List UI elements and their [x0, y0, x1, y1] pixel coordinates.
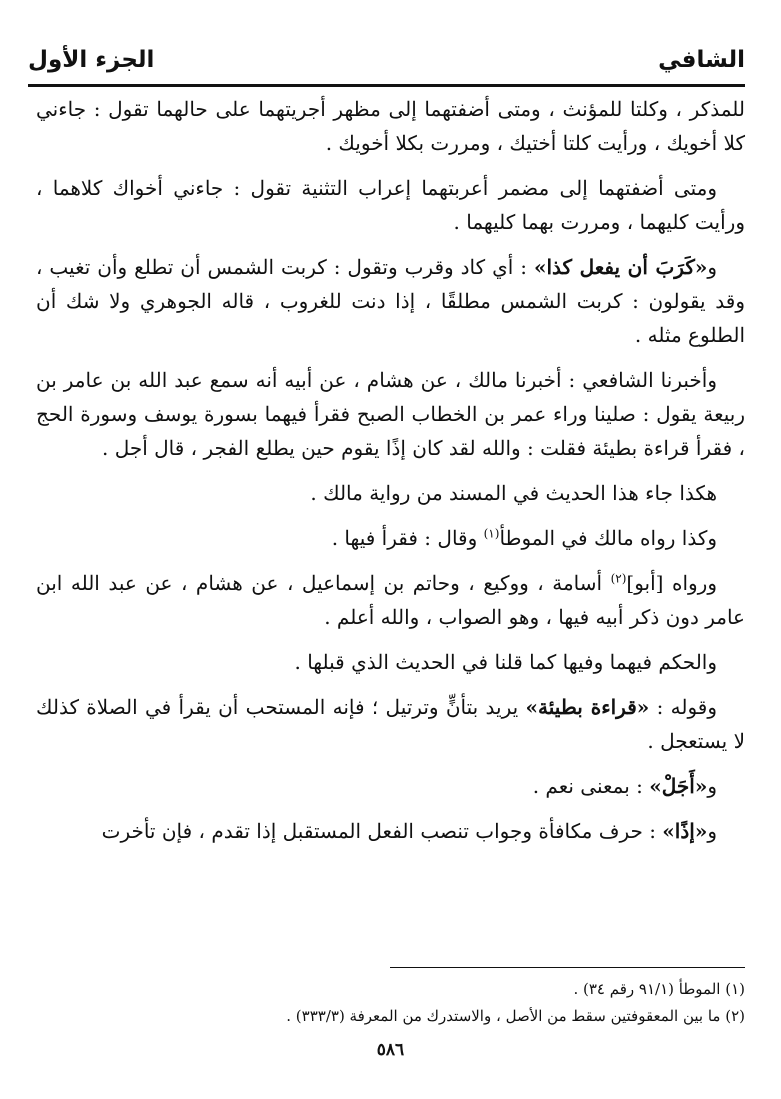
- paragraph: [36, 363, 745, 465]
- text-run: والحكم فيهما وفيها كما قلنا في الحديث الذي قبلها .: [294, 650, 717, 674]
- paragraph: [36, 566, 745, 634]
- highlighted-term: «أَجَلْ»: [649, 774, 708, 798]
- text-run: وقوله :: [649, 695, 717, 719]
- text-run: : بمعنى نعم .: [532, 774, 650, 798]
- paragraph: [36, 92, 745, 160]
- highlighted-term: «قراءة بطيئة»: [525, 695, 650, 719]
- text-run: هكذا جاء هذا الحديث في المسند من رواية مالك .: [310, 481, 717, 505]
- text-run: و: [707, 774, 717, 798]
- text-run: : أي كاد وقرب وتقول : كربت الشمس أن تطلع وأن تغيب ، وقد يقولون : كربت الشمس مطلقًا ، إذا دنت للغروب ، قاله الجوهري ولا شك أن الطلوع مثله .: [36, 255, 745, 347]
- paragraph: [36, 171, 745, 239]
- paragraph: [36, 690, 745, 758]
- paragraph: [36, 645, 745, 679]
- footnote-1: (١) الموطأ (٩١/١ رقم ٣٤) .: [573, 980, 745, 998]
- text-run: أسامة ، ووكيع ، وحاتم بن إسماعيل ، عن هشام ، عن عبد الله ابن عامر دون ذكر أبيه فيها ، وهو الصواب ، والله أعلم .: [36, 571, 745, 629]
- paragraph: [36, 476, 745, 510]
- paragraph: [36, 250, 745, 352]
- paragraph: [36, 521, 745, 555]
- footnote-rule: [390, 967, 745, 968]
- main-text: [36, 92, 745, 859]
- highlighted-term: «إذًا»: [662, 819, 708, 843]
- text-run: وقال : فقرأ فيها .: [331, 526, 484, 550]
- paragraph: [36, 814, 745, 848]
- text-run: وأخبرنا الشافعي : أخبرنا مالك ، عن هشام ، عن أبيه أنه سمع عبد الله بن عامر بن ربيعة يقول : صلينا وراء عمر بن الخطاب الصبح فقرأ فيهما بسورة يوسف وسورة الحج ، فقرأ قراءة بطيئة فقلت : والله لقد كان إذًا يقوم حين يطلع الفجر ، قال أجل .: [36, 368, 745, 460]
- header-rule: [28, 84, 745, 87]
- text-run: وكذا رواه مالك في الموطأ: [499, 526, 717, 550]
- footnotes: [36, 976, 745, 1030]
- footnote-ref: (٢): [610, 571, 627, 586]
- book-title: الشافي: [658, 47, 745, 73]
- text-run: يريد بتأنٍّ وترتيل ؛ فإنه المستحب أن يقرأ في الصلاة كذلك لا يستعجل .: [36, 695, 745, 753]
- text-run: : حرف مكافأة وجواب تنصب الفعل المستقبل إذا تقدم ، فإن تأخرت: [101, 819, 663, 843]
- part-label: الجزء الأول: [28, 47, 155, 73]
- footnote-2: (٢) ما بين المعقوفتين سقط من الأصل ، والاستدرك من المعرفة (٣٣٣/٣) .: [286, 1007, 745, 1025]
- text-run: و: [707, 819, 717, 843]
- page-number: ٥٨٦: [376, 1040, 405, 1060]
- highlighted-term: «كَرَبَ أن يفعل كذا»: [533, 255, 708, 279]
- running-header: [28, 40, 745, 80]
- footnote-ref: (١): [483, 526, 500, 541]
- text-run: ورواه [أبو]: [626, 571, 717, 595]
- text-run: للمذكر ، وكلتا للمؤنث ، ومتى أضفتهما إلى مظهر أجريتهما على حالهما تقول : جاءني كلا أخويك ، ورأيت كلتا أختيك ، ومررت بكلا أخويك .: [36, 97, 745, 155]
- paragraph: [36, 769, 745, 803]
- text-run: و: [707, 255, 718, 279]
- text-run: ومتى أضفتهما إلى مضمر أعربتهما إعراب التثنية تقول : جاءني أخواك كلاهما ، ورأيت كليهما ، ومررت بهما كليهما .: [36, 176, 745, 234]
